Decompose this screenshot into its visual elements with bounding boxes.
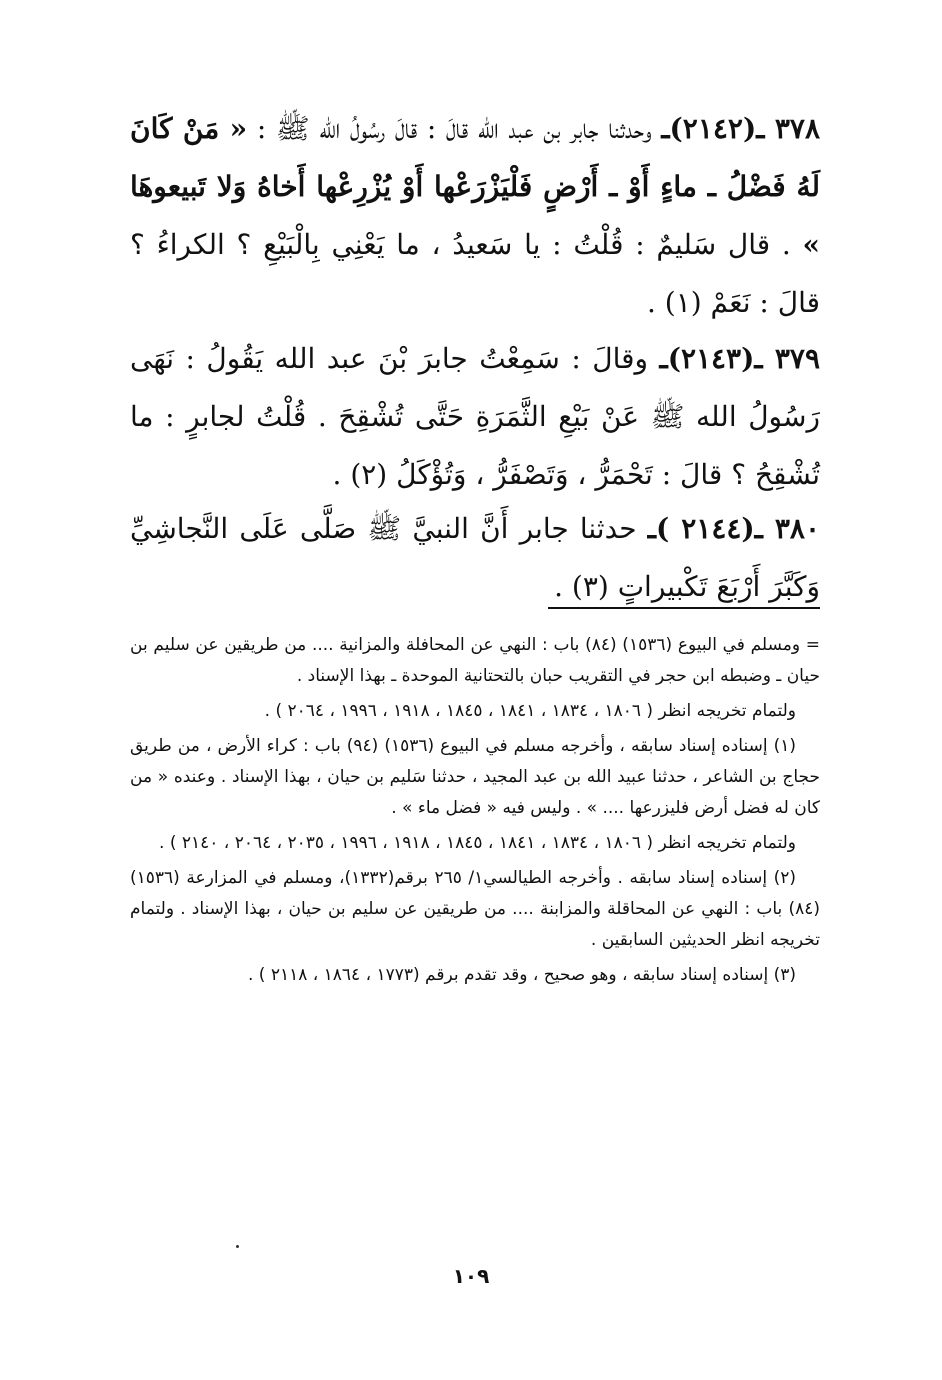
hadith-number: ٣٧٩ ـ(٢١٤٣)ـ [659, 342, 820, 375]
hadith-378 [130, 100, 820, 332]
hadith-text: وقالَ : سَمِعْتُ جابرَ بْنَ عبد الله يَقُولُ : نَهَى رَسُولُ الله ﷺ عَنْ بَيْعِ الثَّمَرَةِ حَتَّى تُشْقِحَ . قُلْتُ لجابرٍ : ما تُشْقِحُ ؟ قالَ : تَحْمَرُّ ، وَتَصْفَرُّ ، وَتُؤْكَلُ (٢) . [130, 342, 820, 491]
footnote-separator [548, 607, 820, 609]
hadith-text: . قال سَليمٌ : قُلْتُ : يا سَعيدُ ، ما يَعْنِي بِالْبَيْعِ ؟ الكراءُ ؟ قالَ : نَعَمْ (١) . [130, 228, 820, 319]
footnote-3: (٣) إسناده إسناد سابقه ، وهو صحيح ، وقد تقدم برقم (١٧٧٣ ، ١٨٦٤ ، ٢١١٨ ) . [247, 965, 796, 985]
hadith-text: وحدثنا جابر بن عبد الله قالَ : قالَ رسُولُ الله ﷺ : [247, 112, 662, 145]
hadith-number: ٣٧٨ ـ(٢١٤٢)ـ [661, 112, 821, 145]
hadith-380 [130, 500, 820, 616]
hadith-379 [130, 330, 820, 504]
page-number: ١٠٩ [452, 1264, 490, 1288]
footnote-reference: ولتمام تخريجه انظر ( ١٨٠٦ ، ١٨٣٤ ، ١٨٤١ ، ١٨٤٥ ، ١٩١٨ ، ١٩٩٦ ، ٢٠٣٥ ، ٢٠٦٤ ، ٢١٤٠ ) . [159, 833, 796, 853]
hadith-number: ٣٨٠ ـ(٢١٤٤ )ـ [647, 512, 820, 545]
footnote-1: (١) إسناده إسناد سابقه ، وأخرجه مسلم في البيوع (١٥٣٦) (٩٤) باب : كراء الأرض ، من طريق حجاج بن الشاعر ، حدثنا عبيد الله بن عبد المجيد ، حدثنا سَليم بن حيان ، بهذا الإسناد . وعنده « من كان له فضل أرض فليزرعها .... » . وليس فيه « فضل ماء » . [130, 736, 820, 818]
footnote-2: (٢) إسناده إسناد سابقه . وأخرجه الطيالسي١/ ٢٦٥ برقم(١٣٣٢)، ومسلم في المزارعة (١٥٣٦) (٨٤) باب : النهي عن المحاقلة والمزابنة .... من طريقين عن سليم بن حيان ، بهذا الإسناد . ولتمام تخريجه انظر الحديثين السابقين . [130, 868, 820, 950]
footnote-reference: ولتمام تخريجه انظر ( ١٨٠٦ ، ١٨٣٤ ، ١٨٤١ ، ١٨٤٥ ، ١٩١٨ ، ١٩٩٦ ، ٢٠٦٤ ) . [264, 701, 796, 721]
footnotes [130, 630, 820, 995]
hadith-text: حدثنا جابر أَنَّ النبيَّ ﷺ صَلَّى عَلَى النَّجاشِيِّ وَكَبَّرَ أَرْبَعَ تَكْبيراتٍ (٣) . [130, 512, 820, 603]
hadith-quote: « مَنْ كَانَ لَهُ فَضْلُ ـ ماءٍ أَوْ ـ أَرْضٍ فَلْيَزْرَعْها أَوْ يُزْرِعْها أَخاهُ وَلا تَبيعوهَا » [130, 112, 820, 261]
footnote-continuation: = ومسلم في البيوع (١٥٣٦) (٨٤) باب : النهي عن المحافلة والمزانية .... من طريقين عن سليم بن حيان ـ وضبطه ابن حجر في التقريب حبان بالتحتانية الموحدة ـ بهذا الإسناد . [130, 635, 820, 686]
print-speck [236, 1245, 239, 1248]
